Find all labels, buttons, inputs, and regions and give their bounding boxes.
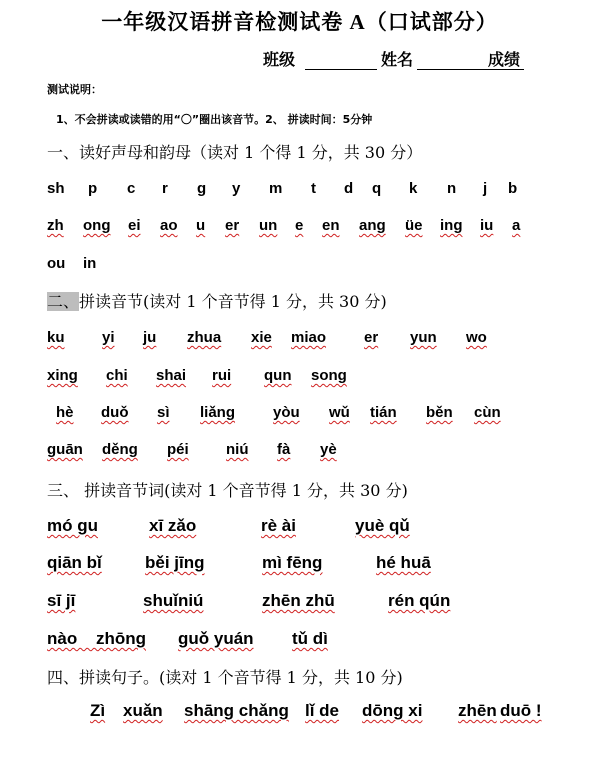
pinyin-token: běi jīng [145, 553, 205, 572]
pinyin-token: b [508, 180, 518, 197]
instructions-text: 1、不会拼读或读错的用“〇”圈出该音节。2、 拼读时间：5分钟 [56, 113, 373, 126]
pinyin-token: guǒ yuán [178, 629, 254, 648]
section-3-title: 三、 拼读音节词(读对 1 个音节得 1 分，共 30 分) [47, 481, 408, 500]
section-1-row [0, 180, 599, 204]
pinyin-token: c [127, 180, 136, 197]
score-label: 成绩 [488, 52, 524, 70]
pinyin-token: ang [359, 217, 386, 234]
pinyin-token: p [88, 180, 98, 197]
pinyin-token: xing [47, 367, 78, 384]
pinyin-token: tǔ dì [292, 629, 328, 648]
section-4-sentence [0, 701, 599, 725]
pinyin-token: sh [47, 180, 65, 197]
pinyin-token: sì [157, 404, 170, 421]
name-field [381, 47, 489, 70]
pinyin-token: běn [426, 404, 453, 421]
pinyin-token: yun [410, 329, 437, 346]
pinyin-token: ong [83, 217, 111, 234]
pinyin-token: ei [128, 217, 141, 234]
pinyin-token: zhēn [458, 701, 497, 720]
pinyin-token: üe [405, 217, 423, 234]
section-4-title: 四、拼读句子。(读对 1 个音节得 1 分，共 10 分) [47, 668, 403, 687]
pinyin-token: n [447, 180, 457, 197]
pinyin-token: chi [106, 367, 128, 384]
pinyin-token: ing [440, 217, 463, 234]
pinyin-token: d [344, 180, 354, 197]
pinyin-token: zhua [187, 329, 222, 346]
pinyin-token: duǒ [101, 404, 129, 421]
section-2-row [0, 367, 599, 391]
pinyin-token: xuǎn [123, 701, 163, 720]
pinyin-token: nào zhōng [47, 629, 146, 648]
pinyin-token: ao [160, 217, 178, 234]
score-field [488, 47, 524, 70]
section-1-row [0, 255, 599, 279]
class-field [263, 47, 377, 70]
pinyin-token: un [259, 217, 278, 234]
pinyin-token: song [311, 367, 347, 384]
pinyin-token: rè ài [261, 516, 296, 535]
pinyin-token: hé huā [376, 553, 431, 572]
section-2-number: 二、 [47, 292, 80, 311]
pinyin-token: lǐ de [305, 701, 340, 720]
pinyin-token: qun [264, 367, 292, 384]
pinyin-token: qiān bǐ [47, 553, 102, 572]
pinyin-token: zhēn zhū [262, 591, 335, 610]
pinyin-token: r [162, 180, 168, 197]
pinyin-token: er [364, 329, 379, 346]
pinyin-token: yòu [273, 404, 300, 421]
section-2-title [47, 289, 387, 312]
section-2-row [0, 441, 599, 465]
pinyin-token: rén qún [388, 591, 451, 610]
section-3-row [0, 516, 599, 540]
section-2-row [0, 404, 599, 428]
pinyin-token: guān [47, 441, 83, 458]
pinyin-token: duō ! [500, 701, 542, 720]
pinyin-token: wǔ [329, 404, 350, 421]
pinyin-token: iu [480, 217, 494, 234]
pinyin-token: děng [102, 441, 138, 458]
section-3-row [0, 591, 599, 615]
pinyin-token: shuǐniú [143, 591, 204, 610]
pinyin-token: hè [56, 404, 74, 421]
pinyin-token: xie [251, 329, 272, 346]
section-3-row [0, 629, 599, 653]
pinyin-token: yè [320, 441, 337, 458]
pinyin-token: ou [47, 255, 66, 272]
section-2-title-text: 拼读音节(读对 1 个音节得 1 分，共 30 分) [79, 292, 387, 311]
name-label: 姓名 [381, 52, 414, 69]
pinyin-token: y [232, 180, 241, 197]
pinyin-token: in [83, 255, 97, 272]
pinyin-token: ju [143, 329, 157, 346]
pinyin-token: xī zǎo [149, 516, 197, 535]
pinyin-token: en [322, 217, 340, 234]
page-title: 一年级汉语拼音检测试卷 A（口试部分） [101, 10, 498, 34]
instructions-label: 测试说明： [47, 83, 102, 96]
pinyin-token: Zì [90, 701, 106, 720]
pinyin-token: e [295, 217, 304, 234]
pinyin-token: q [372, 180, 382, 197]
section-1-title: 一、读好声母和韵母（读对 1 个得 1 分，共 30 分） [47, 143, 423, 162]
pinyin-token: rui [212, 367, 232, 384]
pinyin-token: k [409, 180, 418, 197]
pinyin-token: m [269, 180, 283, 197]
pinyin-token: niú [226, 441, 249, 458]
section-1-row [0, 217, 599, 241]
class-blank [305, 53, 377, 70]
pinyin-token: yuè qǔ [355, 516, 410, 535]
pinyin-token: a [512, 217, 521, 234]
pinyin-token: sī jī [47, 591, 76, 610]
pinyin-token: liǎng [200, 404, 236, 421]
class-label: 班级 [263, 52, 296, 69]
pinyin-token: mó gu [47, 516, 98, 535]
pinyin-token: shāng chǎng [184, 701, 289, 720]
pinyin-token: miao [291, 329, 327, 346]
pinyin-token: ku [47, 329, 65, 346]
pinyin-token: tián [370, 404, 397, 421]
pinyin-token: zh [47, 217, 64, 234]
pinyin-token: cùn [474, 404, 501, 421]
pinyin-token: t [311, 180, 316, 197]
pinyin-token: yi [102, 329, 115, 346]
pinyin-token: dōng xi [362, 701, 423, 720]
pinyin-token: u [196, 217, 206, 234]
pinyin-token: péi [167, 441, 189, 458]
section-2-row [0, 329, 599, 353]
pinyin-token: j [483, 180, 488, 197]
name-blank [417, 53, 489, 70]
pinyin-token: fà [277, 441, 291, 458]
section-3-row [0, 553, 599, 577]
pinyin-token: er [225, 217, 240, 234]
pinyin-token: g [197, 180, 207, 197]
pinyin-token: wo [466, 329, 487, 346]
pinyin-token: mì fēng [262, 553, 323, 572]
pinyin-token: shai [156, 367, 187, 384]
